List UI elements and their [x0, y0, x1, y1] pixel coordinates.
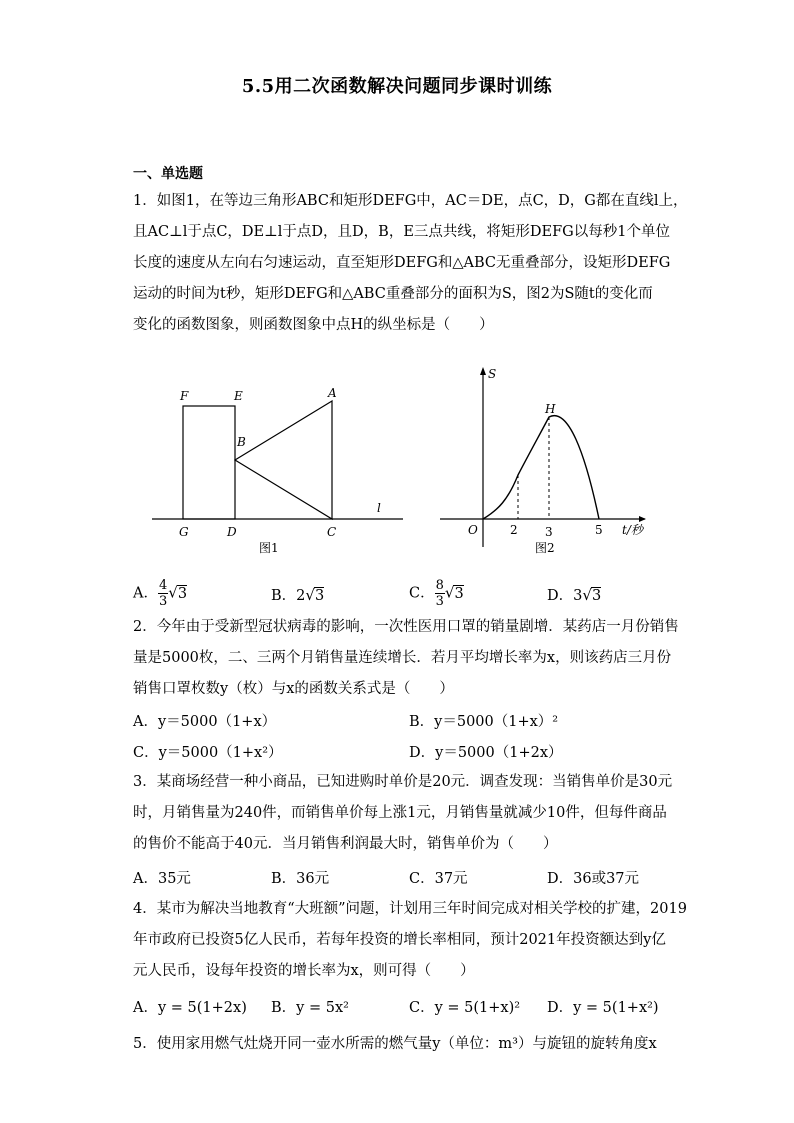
q4-line: 年市政府已投资5亿人民币，若每年投资的增长率相同，预计2021年投资额达到y亿 [133, 932, 666, 948]
label-c: C [327, 525, 337, 539]
label-h: H [545, 402, 556, 416]
q1-line: 且AC⊥l于点C，DE⊥l于点D，且D，B，E三点共线，将矩形DEFG以每秒1个单位 [133, 224, 670, 240]
label-b: B [237, 435, 246, 449]
coefficient: 3 [573, 588, 583, 604]
q2-option-b[interactable]: B．y＝5000（1+x）² [409, 714, 559, 730]
question-1 [133, 186, 688, 341]
q4-option-d[interactable]: D．y = 5(1+x²) [547, 1000, 659, 1016]
q1-option-c[interactable]: C． $\frac{8}{3}$ √3 [409, 578, 464, 609]
radicand: 3 [314, 588, 325, 604]
question-4 [133, 894, 687, 987]
q4-option-c[interactable]: C．y = 5(1+x)² [409, 1000, 521, 1016]
q4-option-a[interactable]: A．y = 5(1+2x) [133, 1000, 247, 1016]
fraction: $\frac{4}{3}$ [158, 578, 168, 609]
q1-line: 长度的速度从左向右匀速运动，直至矩形DEFG和△ABC无重叠部分，设矩形DEFG [133, 255, 671, 271]
q2-line: 量是5000枚，二、三两个月销售量连续增长．若月平均增长率为x，则该药店三月份 [133, 650, 672, 666]
q3-option-a[interactable]: A．35元 [133, 871, 191, 887]
tick-label: 2 [510, 523, 518, 537]
radicand: 3 [591, 588, 602, 604]
rectangle-defg [183, 406, 235, 519]
question-5: 5．使用家用燃气灶烧开同一壶水所需的燃气量y（单位：m³）与旋钮的旋转角度x [133, 1036, 657, 1052]
option-label: D． [547, 588, 574, 604]
axis-label-t: t/秒 [622, 523, 643, 537]
radicand: 3 [177, 585, 188, 602]
label-d: D [227, 525, 237, 539]
tick-label: 3 [545, 525, 553, 539]
q2-option-d[interactable]: D．y＝5000（1+2x） [409, 745, 563, 761]
figure-2-caption: 图2 [535, 541, 555, 555]
q1-line: 1．如图1，在等边三角形ABC和矩形DEFG中，AC＝DE，点C，D，G都在直线l上， [133, 193, 688, 209]
option-label: A． [133, 585, 158, 602]
option-label: C． [409, 585, 435, 602]
q1-option-d[interactable]: D．3√3 [547, 586, 602, 604]
axis-label-s: S [488, 367, 497, 381]
x-axis-arrow [639, 516, 646, 522]
q1-option-b[interactable]: B．2√3 [271, 586, 325, 604]
y-axis-arrow [480, 367, 486, 375]
q2-line: 2．今年由于受新型冠状病毒的影响，一次性医用口罩的销量剧增．某药店一月份销售 [133, 619, 679, 635]
q3-option-d[interactable]: D．36或37元 [547, 871, 640, 887]
label-g: G [179, 525, 189, 539]
figure-2 [440, 362, 655, 562]
triangle-abc [235, 401, 332, 519]
q4-option-b[interactable]: B．y = 5x² [271, 1000, 349, 1016]
label-a: A [328, 386, 337, 400]
q1-line: 变化的函数图象，则函数图象中点H的纵坐标是（ ） [133, 317, 494, 333]
question-2 [133, 612, 679, 705]
q3-line: 3．某商场经营一种小商品，已知进购时单价是20元．调查发现：当销售单价是30元 [133, 774, 673, 790]
fraction: $\frac{8}{3}$ [435, 578, 444, 609]
figure-1-caption: 图1 [259, 541, 279, 555]
q3-option-b[interactable]: B．36元 [271, 871, 330, 887]
label-l: l [377, 501, 381, 515]
q2-line: 销售口罩枚数y（枚）与x的函数关系式是（ ） [133, 681, 454, 697]
q4-line: 4．某市为解决当地教育“大班额”问题，计划用三年时间完成对相关学校的扩建，2019 [133, 901, 687, 917]
radicand: 3 [454, 585, 464, 602]
q1-option-a[interactable]: A． $\frac{4}{3}$ √3 [133, 578, 188, 609]
figure-1 [145, 380, 410, 560]
q2-option-a[interactable]: A．y＝5000（1+x） [133, 714, 277, 730]
option-label: B． [271, 588, 297, 604]
q3-line: 时，月销售量为240件，而销售单价每上涨1元，月销售量就减少10件，但每件商品 [133, 805, 667, 821]
q3-line: 的售价不能高于40元．当月销售利润最大时，销售单价为（ ） [133, 836, 558, 852]
page-title: 5.5用二次函数解决问题同步课时训练 [241, 76, 553, 97]
tick-label: 5 [595, 523, 603, 537]
label-f: F [180, 389, 189, 403]
question-3 [133, 767, 673, 860]
q3-option-c[interactable]: C．37元 [409, 871, 468, 887]
q2-option-c[interactable]: C．y＝5000（1+x²） [133, 745, 283, 761]
q4-line: 元人民币，设每年投资的增长率为x，则可得（ ） [133, 963, 475, 979]
label-origin: O [468, 523, 478, 537]
function-curve [483, 416, 599, 519]
q1-line: 运动的时间为t秒，矩形DEFG和△ABC重叠部分的面积为S，图2为S随t的变化而 [133, 286, 653, 302]
section-heading: 一、单选题 [133, 166, 203, 182]
label-e: E [234, 389, 243, 403]
coefficient: 2 [296, 588, 306, 604]
